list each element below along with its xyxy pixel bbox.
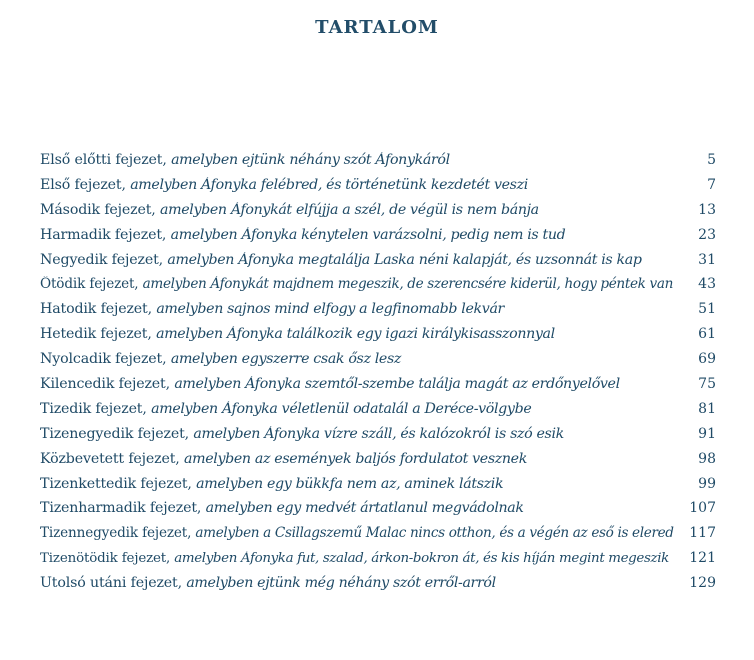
page-number: 91 <box>698 425 716 442</box>
toc-entry <box>40 177 716 202</box>
toc-entry <box>40 301 716 326</box>
page-number: 51 <box>698 301 716 318</box>
chapter-name: Hatodik fejezet, <box>40 301 152 318</box>
chapter-description: amelyben az események baljós fordulatot vesznek <box>184 450 527 467</box>
page-number: 117 <box>689 525 716 542</box>
chapter-name: Negyedik fejezet, <box>40 251 164 268</box>
chapter-name: Második fejezet, <box>40 201 156 218</box>
chapter-description: amelyben egy medvét ártatlanul megvádolnak <box>205 500 524 517</box>
chapter-name: Tizennegyedik fejezet, <box>40 525 192 542</box>
toc-entry <box>40 326 716 351</box>
page-number: 7 <box>707 176 716 193</box>
table-of-contents <box>40 152 716 600</box>
page-number: 23 <box>698 226 716 243</box>
toc-entry <box>40 401 716 426</box>
toc-entry <box>40 550 716 575</box>
page-number: 5 <box>707 152 716 168</box>
chapter-description: amelyben Áfonyka felébred, és történetünk kezdetét veszi <box>130 176 528 193</box>
page-number: 107 <box>689 500 716 517</box>
chapter-description: amelyben Áfonyka szemtől-szembe találja magát az erdőnyelővel <box>174 376 620 393</box>
chapter-name: Nyolcadik fejezet, <box>40 351 167 368</box>
chapter-description: amelyben sajnos mind elfogy a legfinomabb lekvár <box>156 301 504 318</box>
page-number: 81 <box>698 400 716 417</box>
toc-entry <box>40 575 716 600</box>
chapter-name: Hetedik fejezet, <box>40 326 152 343</box>
chapter-name: Első fejezet, <box>40 176 126 193</box>
chapter-name: Ötödik fejezet, <box>40 276 139 293</box>
chapter-description: amelyben Áfonyka véletlenül odatalál a Deréce-völgybe <box>151 400 532 417</box>
chapter-name: Tizenegyedik fejezet, <box>40 425 189 442</box>
toc-entry <box>40 202 716 227</box>
toc-entry <box>40 376 716 401</box>
toc-entry <box>40 476 716 501</box>
page-number: 69 <box>698 351 716 368</box>
chapter-description: amelyben Áfonykát majdnem megeszik, de szerencsére kiderül, hogy péntek van <box>142 276 673 293</box>
toc-entry <box>40 500 716 525</box>
chapter-description: amelyben Áfonyka találkozik egy igazi királykisasszonnyal <box>156 326 555 343</box>
chapter-description: amelyben egy bükkfa nem az, aminek látszik <box>196 475 504 492</box>
toc-entry <box>40 152 716 177</box>
page-number: 99 <box>698 475 716 492</box>
page-number: 43 <box>698 276 716 293</box>
page-number: 121 <box>689 550 716 567</box>
chapter-name: Tizenharmadik fejezet, <box>40 500 202 517</box>
chapter-description: amelyben ejtünk még néhány szót erről-arról <box>186 575 496 592</box>
chapter-name: Első előtti fejezet, <box>40 152 167 168</box>
chapter-description: amelyben ejtünk néhány szót Áfonykáról <box>171 152 450 168</box>
page-number: 129 <box>689 575 716 592</box>
page-number: 98 <box>698 450 716 467</box>
chapter-description: amelyben egyszerre csak ősz lesz <box>170 351 402 368</box>
chapter-description: amelyben Áfonyka megtalálja Laska néni kalapját, és uzsonnát is kap <box>167 251 642 268</box>
chapter-name: Tizenötödik fejezet, <box>40 551 171 567</box>
chapter-description: amelyben Áfonyka fut, szalad, árkon-bokron át, és kis híján megint megeszik <box>174 551 669 567</box>
page-title: TARTALOM <box>315 17 439 38</box>
chapter-description: amelyben Áfonykát elfújja a szél, de végül is nem bánja <box>160 201 539 218</box>
chapter-description: amelyben Áfonyka kénytelen varázsolni, pedig nem is tud <box>170 226 566 243</box>
toc-entry <box>40 227 716 252</box>
chapter-name: Tizenkettedik fejezet, <box>40 475 192 492</box>
chapter-description: amelyben Áfonyka vízre száll, és kalózokról is szó esik <box>193 425 564 442</box>
page-number: 61 <box>698 326 716 343</box>
toc-entry <box>40 252 716 277</box>
chapter-name: Utolsó utáni fejezet, <box>40 575 182 592</box>
chapter-name: Közbevetett fejezet, <box>40 450 180 467</box>
toc-entry <box>40 351 716 376</box>
toc-entry <box>40 525 716 550</box>
toc-entry <box>40 276 716 301</box>
page-number: 75 <box>698 376 716 393</box>
page-number: 31 <box>698 251 716 268</box>
toc-entry <box>40 451 716 476</box>
chapter-name: Tizedik fejezet, <box>40 400 147 417</box>
chapter-name: Kilencedik fejezet, <box>40 376 170 393</box>
page-number: 13 <box>698 201 716 218</box>
chapter-description: amelyben a Csillagszemű Malac nincs otthon, és a végén az eső is elered <box>195 525 674 542</box>
toc-entry <box>40 426 716 451</box>
chapter-name: Harmadik fejezet, <box>40 226 167 243</box>
